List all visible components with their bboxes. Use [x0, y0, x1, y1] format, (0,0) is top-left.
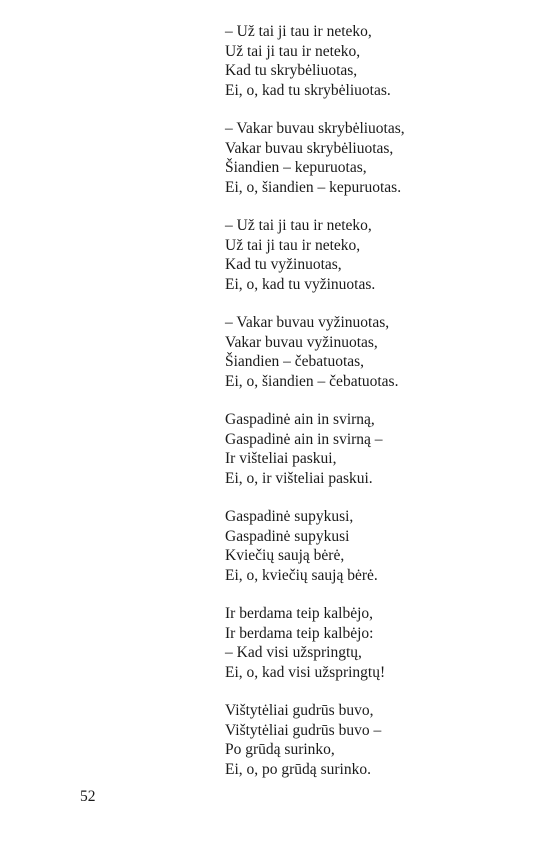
poem-line: Vakar buvau vyžinuotas, [225, 333, 378, 351]
poem-line: Ir vištelіai paskui, [225, 450, 337, 467]
poem-line: Vištytėliai gudrūs buvo – [225, 721, 382, 739]
poem-line: Už tai ji tau ir neteko, [225, 42, 361, 60]
poem-line: Šiandien – kepuruotas, [225, 159, 367, 176]
poem-line: Ei, o, šiandien – kepuruotas. [225, 178, 402, 196]
poem-line: Ei, o, ir vištelіai paskui. [225, 469, 373, 487]
poem-line: Kad tu skrybėliuotas, [225, 62, 358, 79]
poem-line: Vištytėliai gudrūs buvo, [225, 702, 374, 719]
poem-line: Gaspadinė ain in svirną – [225, 430, 383, 448]
poem [225, 22, 545, 798]
poem-line: Ei, o, po grūdą surinko. [225, 760, 371, 778]
poem-line: – Už tai ji tau ir neteko, [225, 217, 372, 234]
stanza [225, 119, 545, 197]
stanza [225, 701, 545, 779]
poem-line: Ei, o, kad tu vyžinuotas. [225, 275, 376, 293]
poem-line: Ir berdama teip kalbėjo, [225, 605, 374, 622]
poem-line: – Vakar buvau vyžinuotas, [225, 314, 390, 331]
poem-line: Ei, o, šiandien – čebatuotas. [225, 372, 399, 390]
stanza [225, 216, 545, 294]
poem-line: Gaspadinė ain in svirną, [225, 411, 375, 428]
poem-line: – Kad visi užspringtų, [225, 644, 362, 661]
poem-line: Kviečių saują bėrė, [225, 547, 345, 564]
stanza [225, 410, 545, 488]
page-number: 52 [80, 788, 96, 805]
poem-line: Gaspadinė supykusi [225, 527, 350, 545]
poem-line: – Už tai ji tau ir neteko, [225, 23, 372, 40]
poem-line: Gaspadinė supykusi, [225, 508, 354, 525]
poem-line: Kad tu vyžinuotas, [225, 256, 342, 273]
poem-line: Ei, o, kad tu skrybėliuotas. [225, 81, 391, 99]
poem-line: Vakar buvau skrybėliuotas, [225, 139, 394, 157]
stanza [225, 507, 545, 585]
stanza [225, 22, 545, 100]
poem-line: – Vakar buvau skrybėliuotas, [225, 120, 405, 137]
poem-line: Po grūdą surinko, [225, 741, 335, 758]
poem-line: Ei, o, kad visi užspringtų! [225, 663, 386, 681]
stanza [225, 604, 545, 682]
stanza [225, 313, 545, 391]
poem-line: Ir berdama teip kalbėjo: [225, 624, 374, 642]
poem-line: Ei, o, kviečių saują bėrė. [225, 566, 378, 584]
poem-line: Šiandien – čebatuotas, [225, 353, 365, 370]
poem-line: Už tai ji tau ir neteko, [225, 236, 361, 254]
